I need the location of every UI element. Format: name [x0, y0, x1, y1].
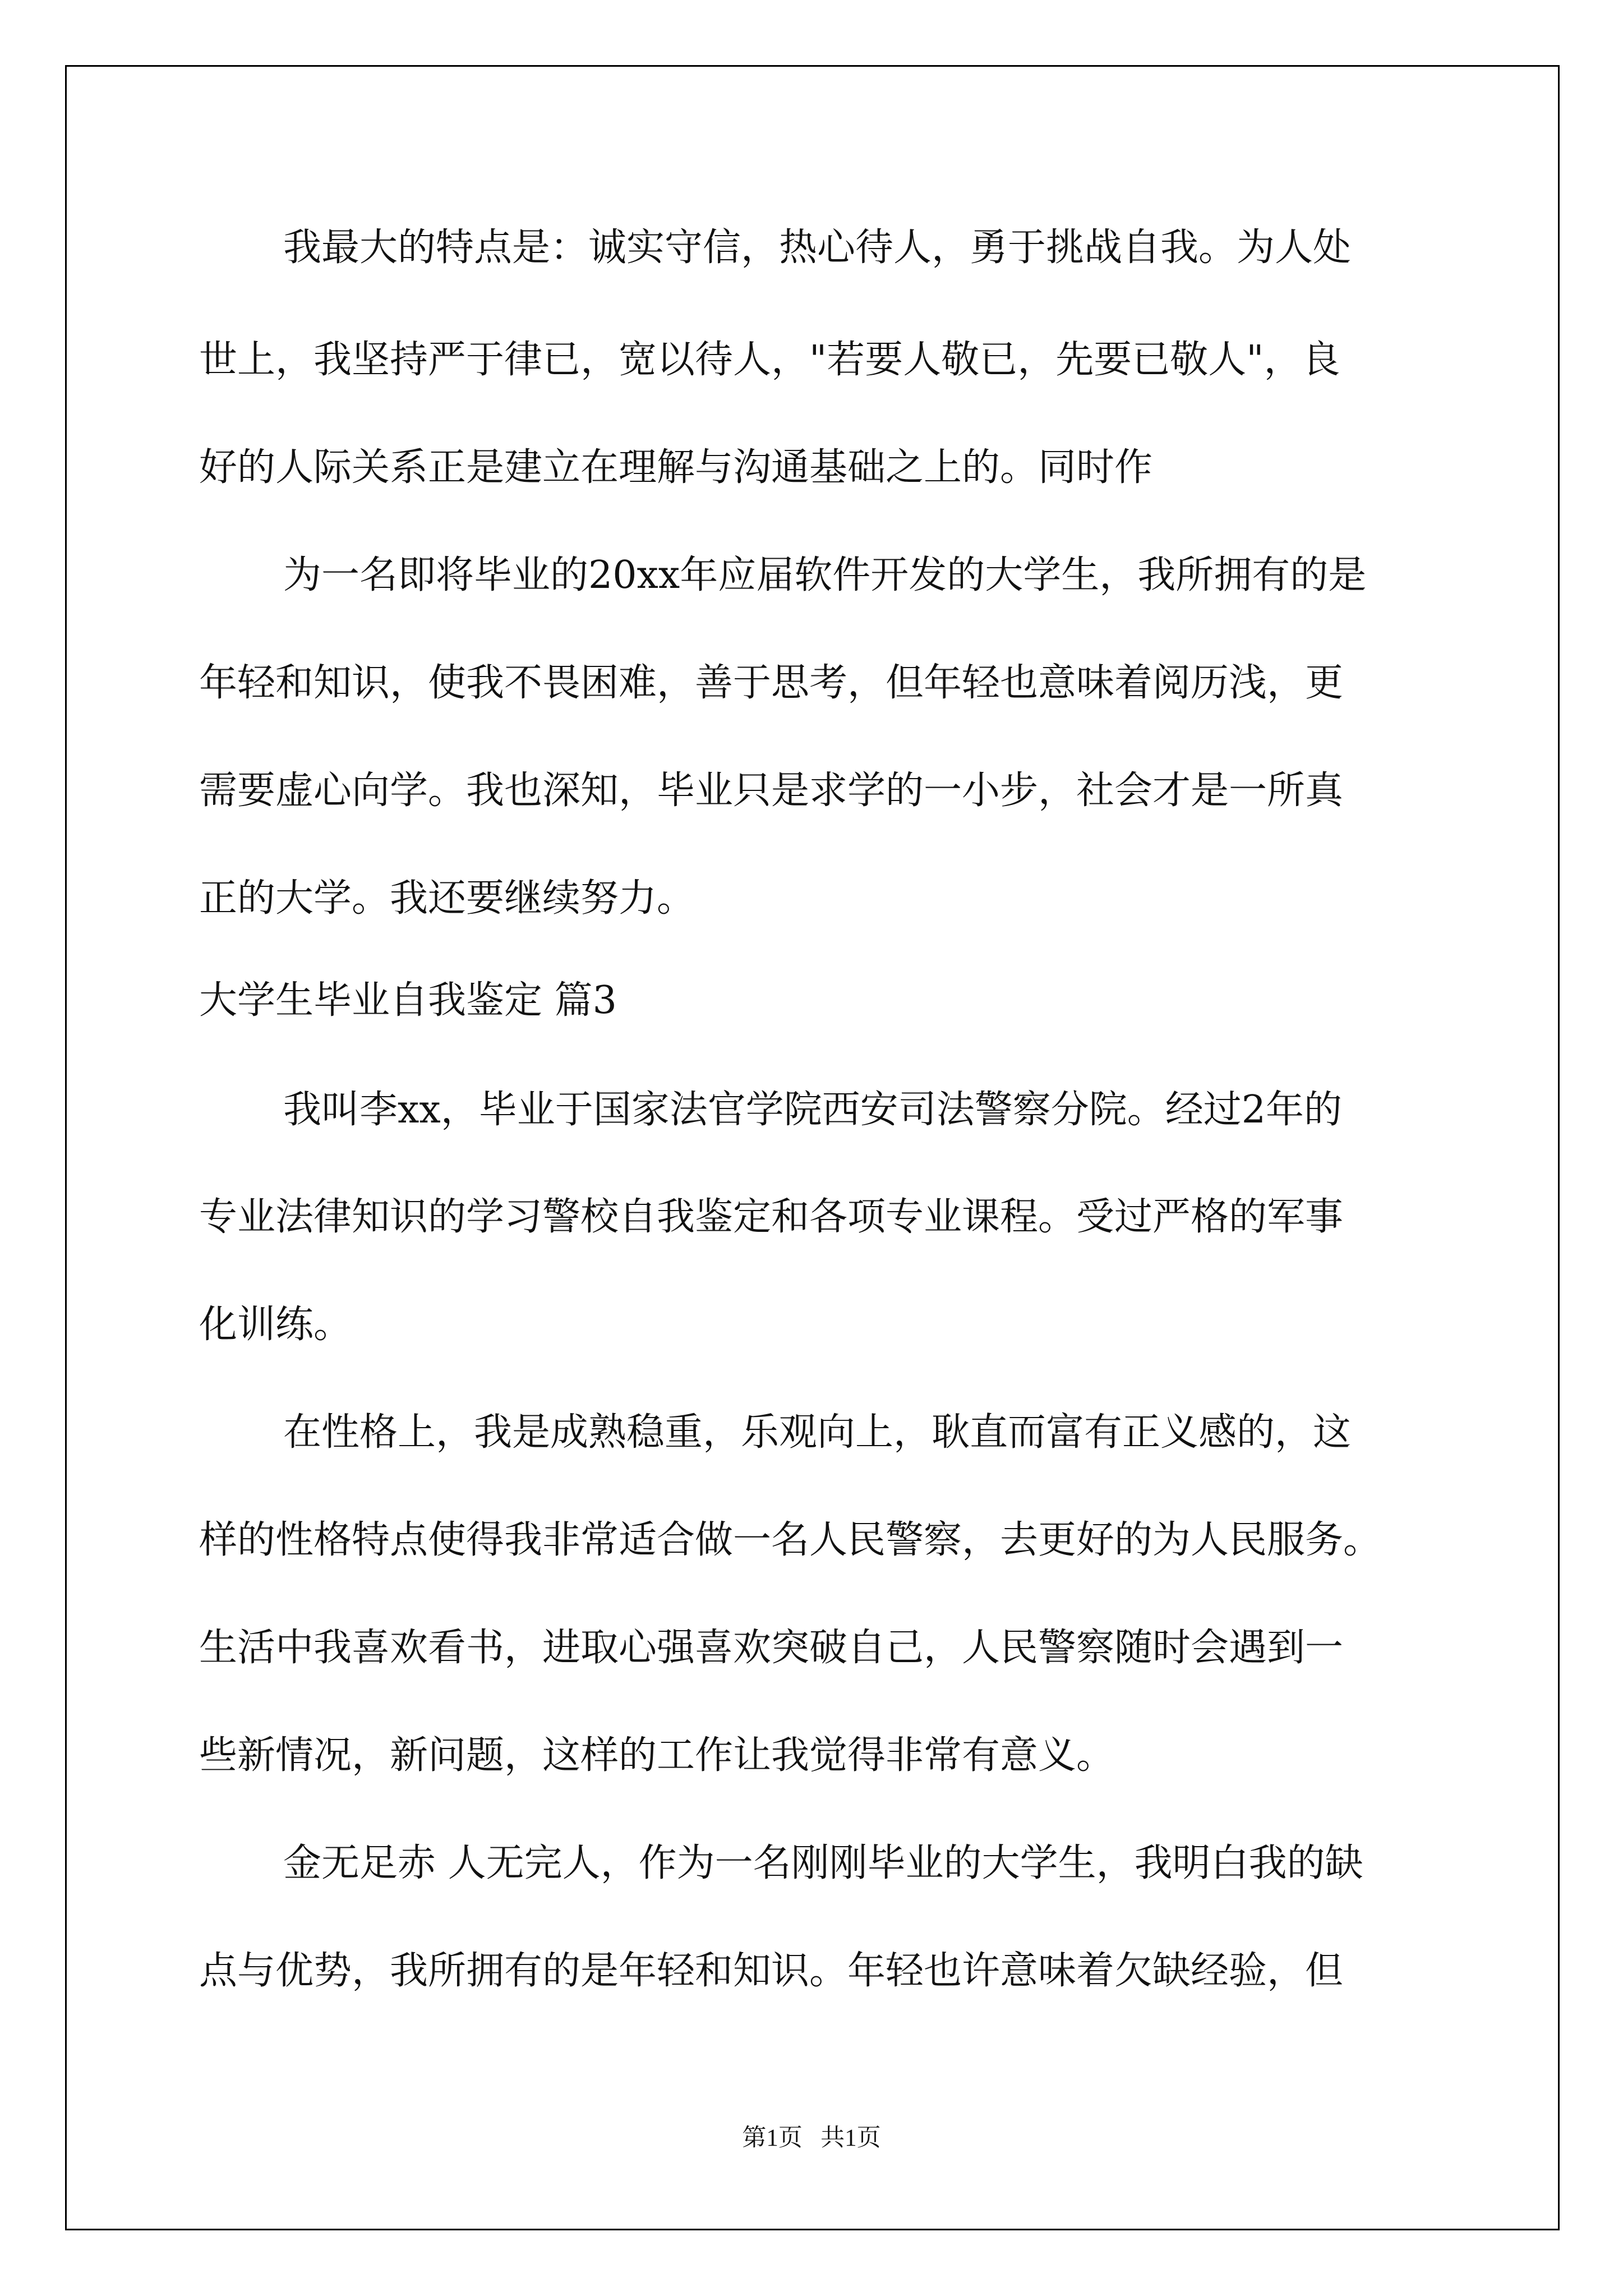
- text-line: 点与优势，我所拥有的是年轻和知识。年轻也许意味着欠缺经验，但: [199, 1949, 1344, 1993]
- text-line: 好的人际关系正是建立在理解与沟通基础之上的。同时作: [199, 445, 1153, 490]
- text-line: 样的性格特点使得我非常适合做一名人民警察，去更好的为人民服务。: [199, 1518, 1382, 1562]
- text-line: 些新情况，新问题，这样的工作让我觉得非常有意义。: [199, 1733, 1115, 1778]
- section-heading: 大学生毕业自我鉴定 篇3: [199, 978, 617, 1023]
- text-line: 世上，我坚持严于律已，宽以待人，"若要人敬已，先要已敬人"，良: [199, 338, 1340, 382]
- text-line: 化训练。: [199, 1303, 352, 1347]
- text-line: 正的大学。我还要继续努力。: [199, 876, 695, 921]
- page-border: [65, 65, 1560, 2230]
- text-line: 需要虚心向学。我也深知，毕业只是求学的一小步，社会才是一所真: [199, 769, 1344, 813]
- text-line: 金无足赤 人无完人，作为一名刚刚毕业的大学生，我明白我的缺: [283, 1841, 1363, 1885]
- text-line: 年轻和知识，使我不畏困难，善于思考，但年轻也意味着阅历浅，更: [199, 661, 1344, 705]
- page-footer: 第1页 共1页: [742, 2125, 881, 2151]
- text-line: 生活中我喜欢看书，进取心强喜欢突破自己，人民警察随时会遇到一: [199, 1626, 1344, 1670]
- text-line: 我最大的特点是：诚实守信，热心待人，勇于挑战自我。为人处: [283, 226, 1352, 270]
- text-line: 我叫李xx，毕业于国家法官学院西安司法警察分院。经过2年的: [283, 1088, 1342, 1132]
- text-line: 在性格上，我是成熟稳重，乐观向上，耿直而富有正义感的，这: [283, 1410, 1352, 1455]
- text-line: 为一名即将毕业的20xx年应届软件开发的大学生，我所拥有的是: [283, 553, 1367, 597]
- text-line: 专业法律知识的学习警校自我鉴定和各项专业课程。受过严格的军事: [199, 1195, 1344, 1239]
